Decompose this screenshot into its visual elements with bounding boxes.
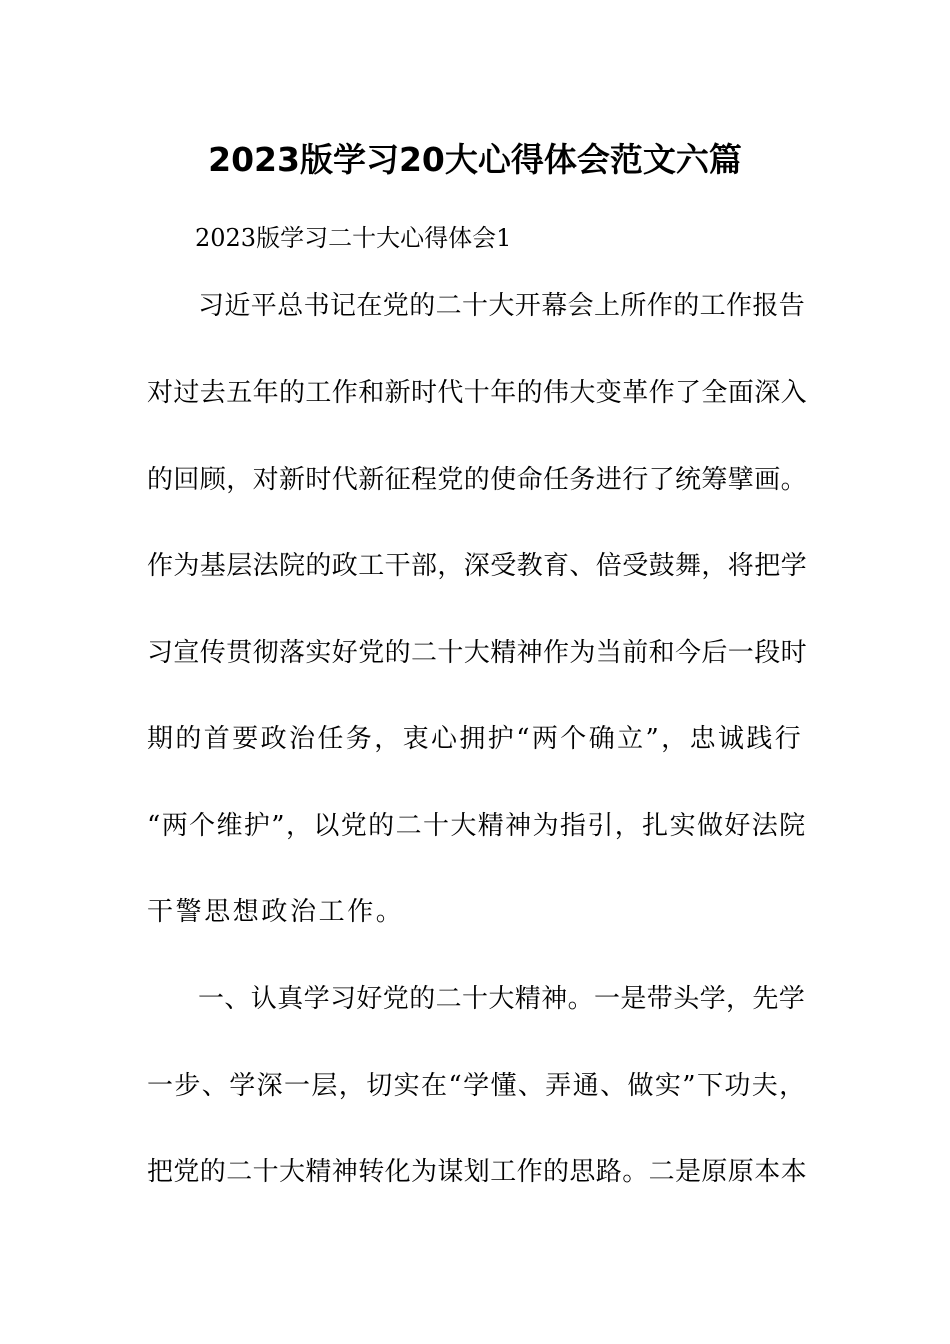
paragraph-line-10: 一步、学深一层，切实在“学懂、弄通、做实”下功夫， bbox=[147, 1071, 807, 1101]
section-heading: 2023版学习二十大心得体会1 bbox=[195, 224, 512, 252]
paragraph-line-7: “两个维护”，以党的二十大精神为指引，扎实做好法院 bbox=[147, 811, 807, 841]
paragraph-line-4: 作为基层法院的政工干部，深受教育、倍受鼓舞，将把学 bbox=[147, 551, 808, 581]
paragraph-line-2: 对过去五年的工作和新时代十年的伟大变革作了全面深入 bbox=[147, 378, 808, 408]
paragraph-line-9: 一、认真学习好党的二十大精神。一是带头学，先学 bbox=[198, 984, 806, 1014]
paragraph-line-11: 把党的二十大精神转化为谋划工作的思路。二是原原本本 bbox=[147, 1157, 808, 1187]
paragraph-line-8: 干警思想政治工作。 bbox=[147, 897, 405, 927]
paragraph-line-5: 习宣传贯彻落实好党的二十大精神作为当前和今后一段时 bbox=[147, 638, 808, 668]
paragraph-line-3: 的回顾，对新时代新征程党的使命任务进行了统筹擘画。 bbox=[147, 465, 808, 495]
paragraph-line-6: 期的首要政治任务，衷心拥护“两个确立”，忠诚践行 bbox=[147, 724, 804, 754]
document-title: 2023版学习20大心得体会范文六篇 bbox=[208, 140, 742, 179]
paragraph-line-1: 习近平总书记在党的二十大开幕会上所作的工作报告 bbox=[198, 291, 806, 321]
